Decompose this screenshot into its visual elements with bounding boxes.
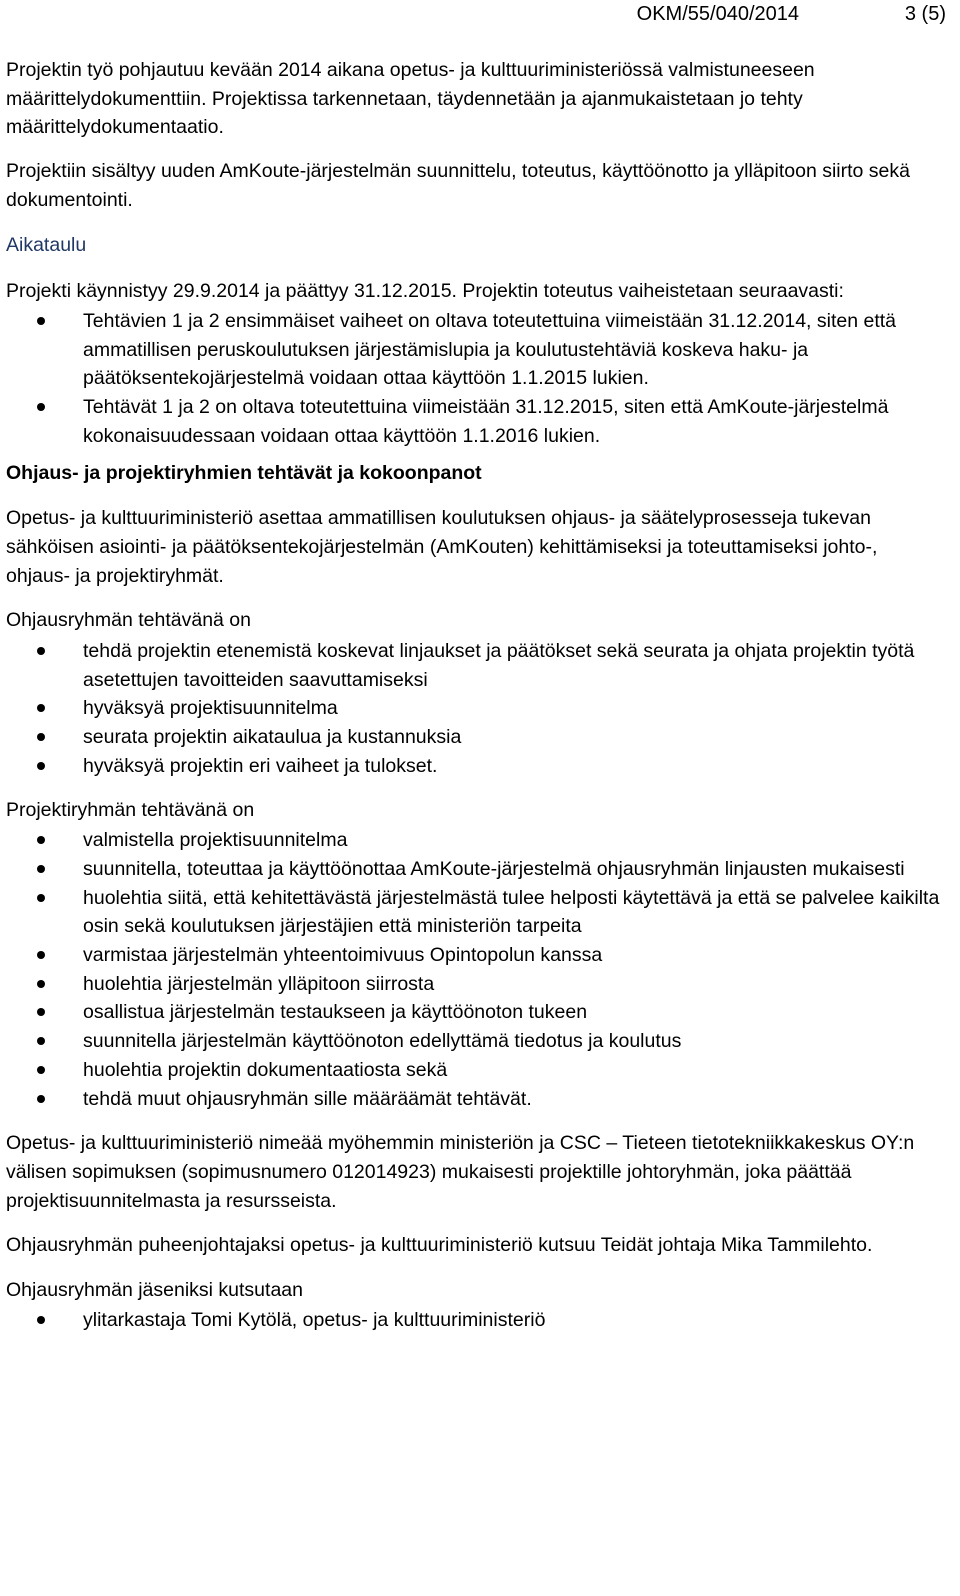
members-intro: Ohjausryhmän jäseniksi kutsutaan <box>6 1279 303 1302</box>
list-item: Tehtävien 1 ja 2 ensimmäiset vaiheet on oltava toteutettuina viimeistään 31.12.2014, siten että ammatillisen peruskoulutuksen järjestämislupia ja koulutustehtäviä koskeva haku- ja päätöksentekojärjestelmä voidaan ottaa käyttöön 1.1.2015 lukien. <box>6 307 942 393</box>
closing-paragraph-1: Opetus- ja kulttuuriministeriö nimeää myöhemmin ministeriön ja CSC – Tieteen tietotekniikkakeskus OY:n välisen sopimuksen (sopimusnumero 012014923) mukaisesti projektille johtoryhmän, joka päättää projektisuunnitelmasta ja resursseista. <box>6 1132 915 1212</box>
steering-tasks-intro: Ohjausryhmän tehtävänä on <box>6 609 251 632</box>
project-tasks-intro: Projektiryhmän tehtävänä on <box>6 799 255 822</box>
list-item: tehdä projektin etenemistä koskevat linjaukset ja päätökset sekä seurata ja ohjata projektin työtä asetettujen tavoitteiden saavuttamiseksi <box>6 637 942 694</box>
groups-paragraph: Opetus- ja kulttuuriministeriö asettaa ammatillisen koulutuksen ohjaus- ja säätelyprosesseja tukevan sähköisen asiointi- ja päätöksentekojärjestelmän (AmKouten) kehittämiseksi ja toteuttamiseksi johto-, ohjaus- ja projektiryhmät. <box>6 507 878 587</box>
list-item: varmistaa järjestelmän yhteentoimivuus Opintopolun kanssa <box>6 941 942 970</box>
list-item: valmistella projektisuunnitelma <box>6 826 942 855</box>
list-item: huolehtia järjestelmän ylläpitoon siirrosta <box>6 970 942 999</box>
list-item: tehdä muut ohjausryhmän sille määräämät tehtävät. <box>6 1085 942 1114</box>
members-list <box>6 1306 942 1335</box>
steering-tasks-list <box>6 637 942 781</box>
schedule-text: Projekti käynnistyy 29.9.2014 ja päättyy 31.12.2015. Projektin toteutus vaiheistetaan seuraavasti: <box>6 280 844 303</box>
list-item: Tehtävät 1 ja 2 on oltava toteutettuina viimeistään 31.12.2015, siten että AmKoute-järjestelmä kokonaisuudessaan voidaan ottaa käyttöön 1.1.2016 lukien. <box>6 393 942 450</box>
page-number: 3 (5) <box>904 3 946 25</box>
intro-paragraph-1: Projektin työ pohjautuu kevään 2014 aikana opetus- ja kulttuuriministeriössä valmistuneeseen määrittelydokumenttiin. Projektissa tarkennetaan, täydennetään ja ajanmukaistetaan jo tehty määrittelydokumentaatio. <box>6 59 815 139</box>
project-tasks-list <box>6 826 942 1113</box>
list-item: seurata projektin aikataulua ja kustannuksia <box>6 723 942 752</box>
schedule-list <box>6 307 942 451</box>
document-body <box>6 56 942 1349</box>
list-item: osallistua järjestelmän testaukseen ja käyttöönoton tukeen <box>6 998 942 1027</box>
list-item: hyväksyä projektisuunnitelma <box>6 694 942 723</box>
schedule-heading: Aikataulu <box>6 233 87 256</box>
page-header <box>0 0 960 30</box>
closing-paragraph-2: Ohjausryhmän puheenjohtajaksi opetus- ja kulttuuriministeriö kutsuu Teidät johtaja Mika Tammilehto. <box>6 1234 873 1257</box>
list-item: hyväksyä projektin eri vaiheet ja tulokset. <box>6 752 942 781</box>
list-item: suunnitella järjestelmän käyttöönoton edellyttämä tiedotus ja koulutus <box>6 1027 942 1056</box>
groups-heading: Ohjaus- ja projektiryhmien tehtävät ja kokoonpanot <box>6 462 482 485</box>
list-item: suunnitella, toteuttaa ja käyttöönottaa AmKoute-järjestelmä ohjausryhmän linjausten mukaisesti <box>6 855 942 884</box>
list-item: huolehtia siitä, että kehitettävästä järjestelmästä tulee helposti käytettävä ja että se palvelee kaikilta osin sekä koulutuksen järjestäjien että ministeriön tarpeita <box>6 884 942 941</box>
list-item: huolehtia projektin dokumentaatiosta sekä <box>6 1056 942 1085</box>
document-reference: OKM/55/040/2014 <box>636 3 799 25</box>
list-item: ylitarkastaja Tomi Kytölä, opetus- ja kulttuuriministeriö <box>6 1306 942 1335</box>
intro-paragraph-2: Projektiin sisältyy uuden AmKoute-järjestelmän suunnittelu, toteutus, käyttöönotto ja ylläpitoon siirto sekä dokumentointi. <box>6 160 910 211</box>
